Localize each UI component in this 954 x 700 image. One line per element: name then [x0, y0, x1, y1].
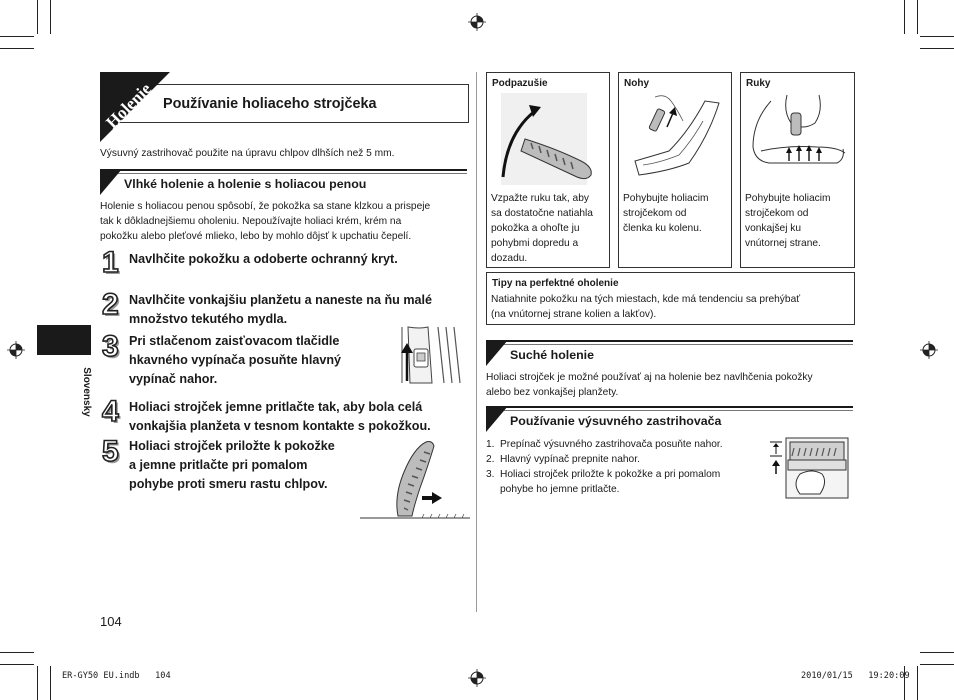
tips-box — [486, 272, 855, 325]
language-tab-label: Slovensky — [81, 367, 92, 417]
box-title: Nohy — [624, 78, 649, 89]
box-line: vnútornej strane. — [745, 238, 821, 249]
box-body — [491, 191, 593, 266]
box-line: pokožka a ohoľte ju — [491, 223, 580, 234]
dry-paragraph — [486, 370, 813, 400]
page-number: 104 — [100, 614, 122, 629]
legs-illustration — [629, 91, 725, 183]
wet-line: tak k dôkladnejšiemu oholeniu. Nepoužívajte holiaci krém, krém na — [100, 216, 402, 227]
trimmer-heading: Používanie výsuvného zastrihovača — [510, 414, 722, 428]
step-line: Navlhčite pokožku a odoberte ochranný kryt. — [129, 252, 398, 266]
wet-line: Holenie s holiacou penou spôsobí, že pokožka sa stane klzkou a prispeje — [100, 201, 431, 212]
tips-body — [491, 292, 800, 322]
step-line: vonkajšia planžeta v tesnom kontakte s pokožkou. — [129, 419, 431, 433]
wet-paragraph — [100, 199, 430, 244]
section-heading-dry — [486, 340, 853, 366]
tips-line: (na vnútornej strane kolien a lakťov). — [491, 309, 657, 320]
tip-box-underarm — [486, 72, 610, 268]
footer-left: ER-GY50 EU.indb 104 — [62, 671, 171, 681]
step-line: pohybe proti smeru rastu chlpov. — [129, 477, 328, 491]
dry-line: Holiaci strojček je možné používať aj na holenie bez navlhčenia pokožky — [486, 372, 813, 383]
tip-box-legs — [618, 72, 732, 268]
trimmer-item-number: 3. — [486, 469, 495, 480]
section-heading-wet — [100, 169, 467, 195]
box-line: Pohybujte holiacim — [623, 193, 709, 204]
registration-mark-icon — [468, 13, 486, 31]
trimmer-item — [486, 467, 756, 497]
step-line: množstvo tekutého mydla. — [129, 312, 288, 326]
step-line: Holiaci strojček priložte k pokožke — [129, 439, 335, 453]
dry-line: alebo bez vonkajšej planžety. — [486, 387, 619, 398]
language-tab — [37, 325, 91, 355]
step-text — [129, 291, 432, 329]
trimmer-illustration — [760, 434, 852, 502]
box-line: pohybmi dopredu a — [491, 238, 579, 249]
step-text — [129, 332, 341, 389]
box-line: dozadu. — [491, 253, 528, 264]
step-number: 4 — [102, 395, 119, 428]
underarm-illustration — [497, 93, 597, 185]
trimmer-line: Holiaci strojček priložte k pokožke a pri pomalom — [500, 469, 721, 480]
arms-illustration — [747, 91, 851, 183]
step-line: hkavného vypínača posuňte hlavný — [129, 353, 342, 367]
trimmer-line: Prepínač výsuvného zastrihovača posuňte nahor. — [500, 439, 723, 450]
trimmer-item — [486, 437, 756, 452]
trimmer-item-number: 2. — [486, 454, 495, 465]
step-text — [129, 250, 398, 269]
box-title: Ruky — [746, 78, 771, 89]
registration-mark-icon — [920, 341, 938, 359]
step-line: Holiaci strojček jemne pritlačte tak, aby bola celá — [129, 400, 423, 414]
wet-heading: Vlhké holenie a holenie s holiacou penou — [124, 177, 367, 191]
box-line: strojčekom od — [745, 208, 809, 219]
trimmer-line: pohybe ho jemne pritlačte. — [500, 484, 620, 495]
trimmer-item — [486, 452, 756, 467]
box-body — [623, 191, 709, 236]
box-title: Podpazušie — [492, 78, 548, 89]
step-number: 3 — [102, 330, 119, 363]
box-line: vonkajšej ku — [745, 223, 802, 234]
section-tab-label: Holenie — [102, 79, 156, 133]
section-heading-trimmer — [486, 406, 853, 432]
intro-text: Výsuvný zastrihovač použite na úpravu chlpov dlhších než 5 mm. — [100, 148, 395, 159]
shaver-on-skin-illustration — [360, 436, 470, 522]
trimmer-line: Hlavný vypínač prepnite nahor. — [500, 454, 640, 465]
box-line: Pohybujte holiacim — [745, 193, 831, 204]
dry-heading: Suché holenie — [510, 348, 594, 362]
step-number: 2 — [102, 288, 119, 321]
step-number: 5 — [102, 435, 119, 468]
footer-right: 2010/01/15 19:20:09 — [801, 671, 910, 681]
step-line: Navlhčite vonkajšiu planžetu a naneste na ňu malé — [129, 293, 433, 307]
box-line: sa dostatočne natiahla — [491, 208, 593, 219]
step-line: a jemne pritlačte pri pomalom — [129, 458, 308, 472]
step-line: vypínač nahor. — [129, 372, 218, 386]
box-line: strojčekom od — [623, 208, 687, 219]
box-body — [745, 191, 831, 251]
wet-line: pokožku alebo pleťové mlieko, lebo by mohlo dôjsť k upchatiu čepelí. — [100, 231, 412, 242]
page-title: Používanie holiaceho strojčeka — [163, 96, 377, 112]
gutter-line — [476, 72, 477, 612]
tips-line: Natiahnite pokožku na tých miestach, kde má tendenciu sa prehýbať — [491, 294, 801, 305]
switch-slide-illustration — [398, 325, 464, 385]
box-line: Vzpažte ruku tak, aby — [491, 193, 589, 204]
box-line: členka ku kolenu. — [623, 223, 702, 234]
step-number: 1 — [102, 246, 119, 279]
tips-title: Tipy na perfektné oholenie — [492, 278, 619, 289]
trimmer-item-number: 1. — [486, 439, 495, 450]
registration-mark-icon — [7, 341, 25, 359]
step-line: Pri stlačenom zaisťovacom tlačidle — [129, 334, 340, 348]
tip-box-arms — [740, 72, 855, 268]
step-text — [129, 437, 335, 494]
step-text — [129, 398, 431, 436]
registration-mark-icon — [468, 669, 486, 687]
trimmer-list — [486, 437, 756, 497]
